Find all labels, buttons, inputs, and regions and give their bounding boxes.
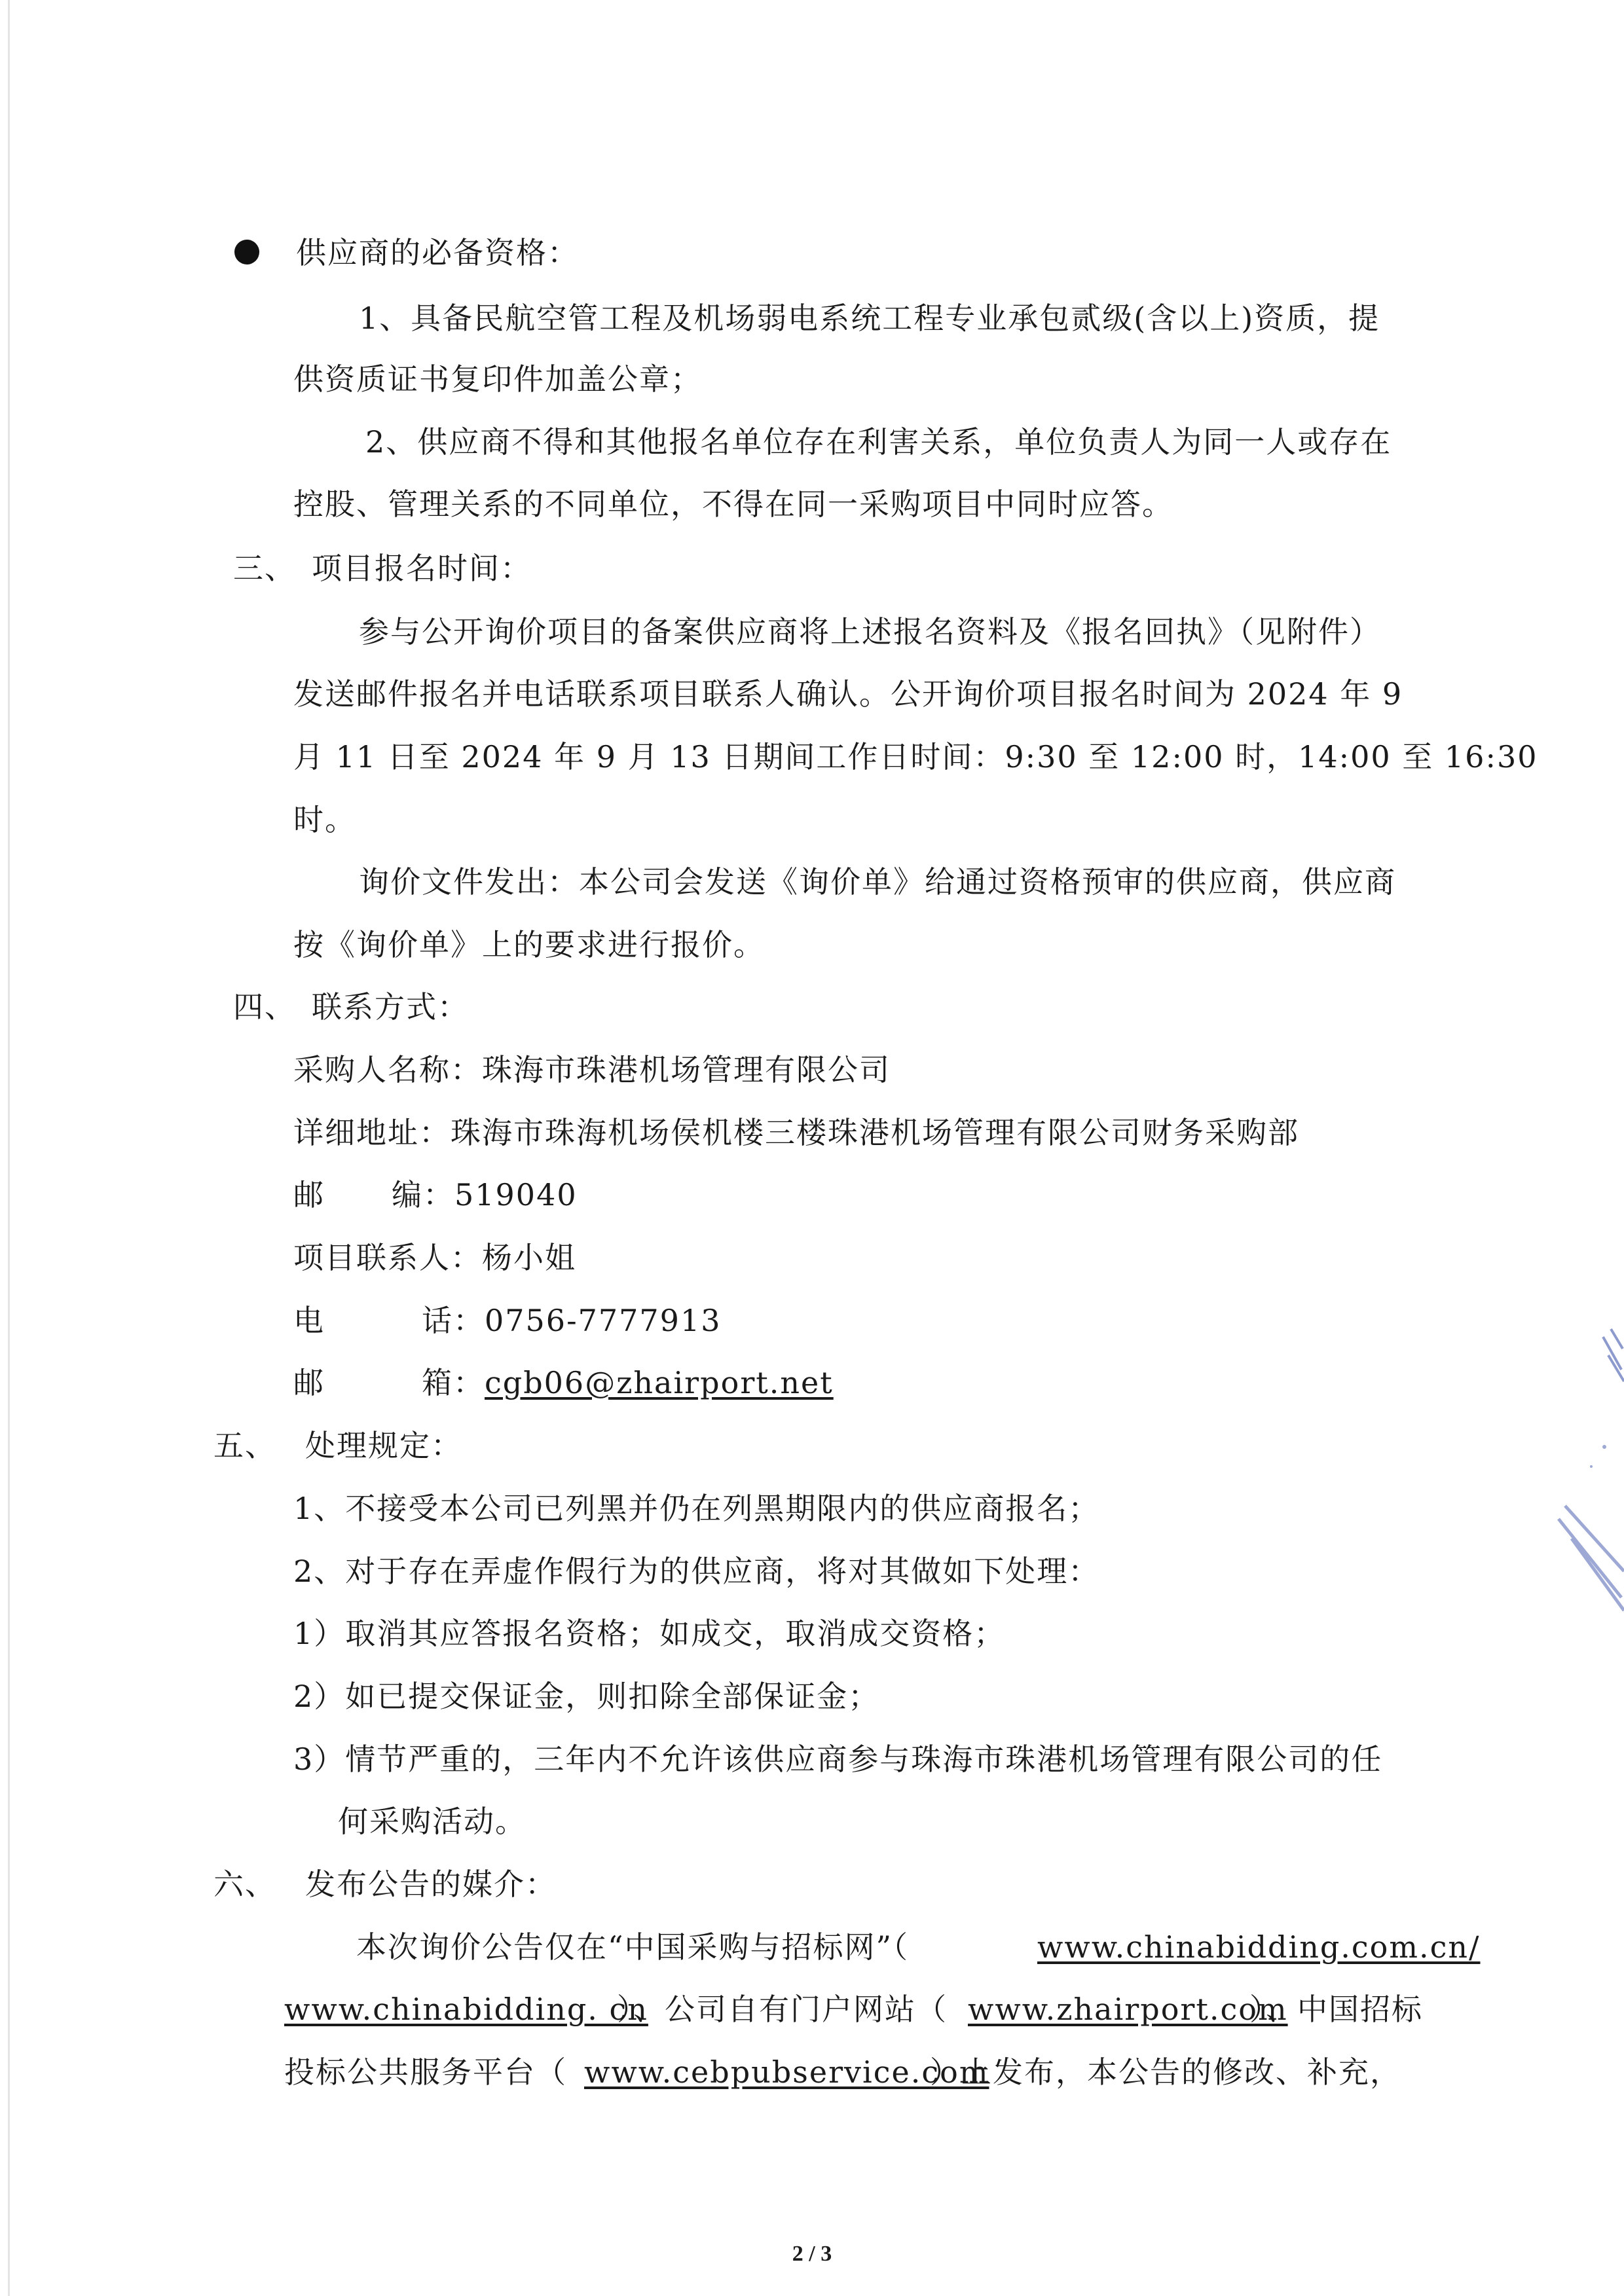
line-inquiry-2: 按《询价单》上的要求进行报价。 xyxy=(293,927,765,962)
section-4-number: 四、 xyxy=(233,989,296,1025)
section-3-number: 三、 xyxy=(233,551,296,586)
contact-purchaser: 采购人名称：珠海市珠港机场管理有限公司 xyxy=(293,1052,891,1087)
line-qualification-2b: 控股、管理关系的不同单位，不得在同一采购项目中同时应答。 xyxy=(293,486,1173,522)
link-cebpubservice-com[interactable]: www.cebpubservice.com xyxy=(584,2054,989,2090)
line-registration-3: 月 11 日至 2024 年 9 月 13 日期间工作日时间：9:30 至 12:00 时，14:00 至 16:30 xyxy=(293,739,1538,774)
line-registration-4: 时。 xyxy=(293,802,356,837)
rule-2-3b: 何采购活动。 xyxy=(338,1804,526,1839)
rule-1: 1、不接受本公司已列黑并仍在列黑期限内的供应商报名； xyxy=(293,1491,1100,1526)
line-qualification-1a: 1、具备民航空管工程及机场弱电系统工程专业承包贰级(含以上)资质，提 xyxy=(359,301,1380,336)
section-5-heading: 处理规定： xyxy=(305,1428,462,1463)
section-6-number: 六、 xyxy=(213,1867,276,1902)
contact-postcode: 编：519040 xyxy=(392,1177,578,1212)
rule-2-3a: 3）情节严重的，三年内不允许该供应商参与珠海市珠港机场管理有限公司的任 xyxy=(293,1741,1383,1777)
media-line-1-text: 本次询价公告仅在“中国采购与招标网”（ xyxy=(356,1929,910,1965)
rule-2-2: 2）如已提交保证金，则扣除全部保证金； xyxy=(293,1679,880,1714)
section-4-heading: 联系方式： xyxy=(312,989,469,1025)
media-line-2-text-a: ）、公司自有门户网站（ xyxy=(617,1992,948,2027)
link-zhairport-com[interactable]: www.zhairport.com xyxy=(968,1992,1288,2027)
rule-2-1: 1）取消其应答报名资格；如成交，取消成交资格； xyxy=(293,1616,1006,1651)
line-inquiry-1: 询价文件发出：本公司会发送《询价单》给通过资格预审的供应商，供应商 xyxy=(359,864,1396,900)
contact-email-label-b: 箱： xyxy=(422,1365,485,1400)
contact-person: 项目联系人：杨小姐 xyxy=(293,1240,576,1275)
contact-phone-label-a: 电 xyxy=(293,1303,325,1338)
contact-address: 详细地址：珠海市珠海机场侯机楼三楼珠港机场管理有限公司财务采购部 xyxy=(293,1115,1299,1150)
line-qualification-2a: 2、供应商不得和其他报名单位存在利害关系，单位负责人为同一人或存在 xyxy=(365,424,1392,460)
media-line-2-text-b: ）、中国招标 xyxy=(1249,1992,1423,2027)
page-number: 2 / 3 xyxy=(792,2242,832,2266)
bullet-icon xyxy=(234,240,259,264)
section-3-heading: 项目报名时间： xyxy=(312,551,532,586)
link-chinabidding-com-cn[interactable]: www.chinabidding.com.cn/ xyxy=(1037,1929,1481,1965)
line-qualification-1b: 供资质证书复印件加盖公章； xyxy=(293,361,702,397)
media-line-3-text-a: 投标公共服务平台（ xyxy=(284,2054,567,2090)
rule-2: 2、对于存在弄虚作假行为的供应商，将对其做如下处理： xyxy=(293,1554,1100,1589)
link-chinabidding-cn[interactable]: www.chinabidding. cn xyxy=(284,1992,648,2027)
contact-phone: 话：0756-7777913 xyxy=(422,1303,722,1338)
seal-stamp-fragment xyxy=(1526,1309,1624,1650)
line-qualification-heading: 供应商的必备资格： xyxy=(296,235,579,270)
line-registration-1: 参与公开询价项目的备案供应商将上述报名资料及《报名回执》（见附件） xyxy=(359,614,1381,649)
section-5-number: 五、 xyxy=(213,1428,276,1463)
contact-email-label-a: 邮 xyxy=(293,1365,325,1400)
contact-postcode-label-a: 邮 xyxy=(293,1177,325,1212)
scan-edge xyxy=(8,0,10,2296)
line-registration-2: 发送邮件报名并电话联系项目联系人确认。公开询价项目报名时间为 2024 年 9 xyxy=(293,676,1403,712)
section-6-heading: 发布公告的媒介： xyxy=(305,1867,557,1902)
media-line-3-text-b: ）上发布，本公告的修改、补充， xyxy=(930,2054,1401,2090)
contact-email-link[interactable]: cgb06@zhairport.net xyxy=(485,1365,834,1400)
